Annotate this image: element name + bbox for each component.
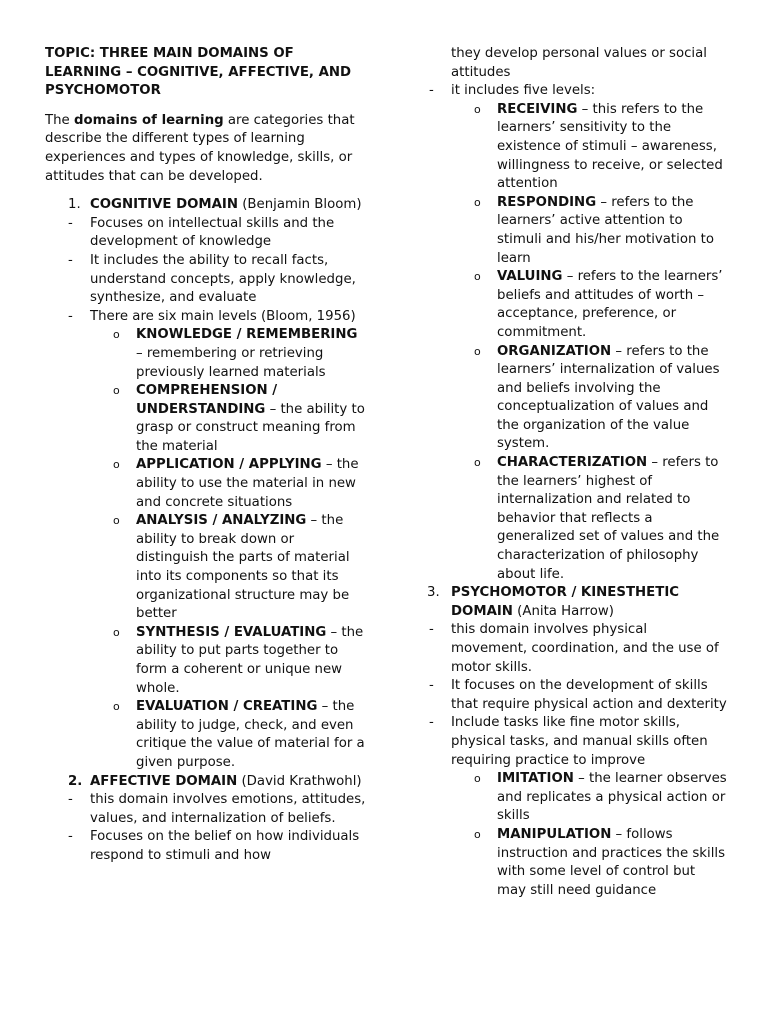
intro-paragraph: [45, 112, 367, 186]
level-desc: – remembering or retrieving previously learned materials: [136, 345, 326, 380]
circle-bullet-icon: o: [113, 514, 120, 528]
right-column: [427, 45, 727, 900]
continuation-text: they develop personal values or social attitudes: [451, 46, 707, 80]
level-name: KNOWLEDGE / REMEMBERING: [136, 327, 358, 343]
circle-bullet-icon: o: [113, 384, 120, 398]
level-name: APPLICATION / APPLYING: [136, 457, 322, 473]
cognitive-title: COGNITIVE DOMAIN: [90, 197, 239, 213]
psychomotor-author: (Anita Harrow): [512, 603, 614, 619]
circle-bullet-icon: o: [474, 195, 481, 209]
intro-pre: The: [45, 112, 74, 128]
circle-bullet-icon: o: [474, 344, 481, 358]
dash-marker: -: [68, 215, 73, 231]
point-text: this domain involves emotions, attitudes, values, and internalization of beliefs.: [90, 792, 366, 826]
list-item: [45, 308, 367, 327]
intro-post: are categories that describe the different types of learning experiences and types of knowledge, skills, or attitudes that can be developed.: [45, 112, 355, 184]
level-desc: – the ability to put parts together to form a coherent or unique new whole.: [136, 624, 364, 696]
list-item: [427, 343, 727, 455]
circle-bullet-icon: o: [113, 458, 120, 472]
list-item: [427, 268, 727, 342]
dash-marker: -: [68, 252, 73, 268]
list-item: [427, 826, 727, 900]
level-desc: – this refers to the learners’ sensitivity to the existence of stimuli – awareness, willingness to receive, or selected attention: [497, 101, 723, 192]
list-item: [427, 714, 727, 770]
affective-author: (David Krathwohl): [237, 773, 362, 789]
list-item: [427, 82, 727, 101]
list-item: [45, 326, 367, 382]
point-text: this domain involves physical movement, coordination, and the use of motor skills.: [451, 622, 719, 675]
level-name: RESPONDING: [497, 194, 597, 210]
level-desc: – the ability to break down or distinguish the parts of material into its components so that its organizational structure may be better: [136, 513, 350, 622]
level-desc: – refers to the learners’ highest of internalization and related to behavior that reflects a generalized set of values and the characterization of philosophy about life.: [497, 455, 720, 582]
list-item: [45, 828, 367, 865]
left-column: [45, 45, 367, 866]
level-desc: – follows instruction and practices the skills with some level of control but may still need guidance: [497, 826, 726, 898]
list-item: [45, 252, 367, 308]
psychomotor-title: PSYCHOMOTOR / KINESTHETIC DOMAIN: [451, 585, 680, 619]
point-text: Focuses on intellectual skills and the development of knowledge: [90, 215, 335, 250]
dash-marker: -: [68, 829, 73, 845]
level-name: EVALUATION / CREATING: [136, 699, 318, 715]
dash-marker: -: [429, 715, 434, 731]
level-name: VALUING: [497, 269, 563, 285]
point-text: It focuses on the development of skills that require physical action and dexterity: [451, 678, 727, 712]
dash-marker: -: [68, 792, 73, 808]
level-name: SYNTHESIS / EVALUATING: [136, 624, 327, 640]
affective-title: AFFECTIVE DOMAIN: [90, 773, 238, 789]
circle-bullet-icon: o: [474, 772, 481, 786]
level-name: IMITATION: [497, 771, 574, 787]
level-desc: – the learner observes and replicates a physical action or skills: [497, 771, 727, 824]
level-desc: – refers to the learners’ active attention to stimuli and his/her motivation to learn: [497, 194, 714, 266]
list-item: [427, 770, 727, 826]
dash-marker: -: [429, 678, 434, 694]
list-item: [45, 791, 367, 828]
list-item: [427, 454, 727, 584]
list-item: [45, 698, 367, 772]
list-item: [427, 621, 727, 677]
level-desc: – the ability to judge, check, and even critique the value of material for a given purpose.: [136, 699, 365, 770]
level-desc: – refers to the learners’ beliefs and attitudes of worth – acceptance, preference, or commitment.: [497, 269, 723, 340]
circle-bullet-icon: o: [474, 270, 481, 284]
list-number: 3.: [427, 585, 440, 601]
list-item: [427, 194, 727, 268]
list-item: [427, 677, 727, 714]
list-item: [45, 215, 367, 252]
intro-bold: domains of learning: [73, 112, 224, 128]
level-desc: – refers to the learners’ internalization of values and beliefs involving the conceptualization of values and the organization of the value system.: [497, 343, 720, 452]
circle-bullet-icon: o: [113, 328, 120, 342]
level-name: ANALYSIS / ANALYZING: [136, 513, 307, 529]
list-number: 2.: [68, 773, 83, 789]
level-desc: – the ability to use the material in new and concrete situations: [136, 457, 359, 510]
level-name: RECEIVING: [497, 101, 578, 117]
point-text: Focuses on the belief on how individuals respond to stimuli and how: [90, 829, 360, 863]
circle-bullet-icon: o: [474, 456, 481, 470]
circle-bullet-icon: o: [113, 700, 120, 714]
dash-marker: -: [429, 83, 434, 99]
level-name: ORGANIZATION: [497, 343, 612, 359]
level-name: CHARACTERIZATION: [497, 455, 648, 471]
topic-heading: TOPIC: THREE MAIN DOMAINS OF LEARNING – COGNITIVE, AFFECTIVE, AND PSYCHOMOTOR: [45, 46, 352, 99]
point-text: Include tasks like fine motor skills, physical tasks, and manual skills often requiring practice to improve: [451, 715, 708, 768]
cognitive-author: (Benjamin Bloom): [238, 197, 362, 213]
circle-bullet-icon: o: [113, 625, 120, 639]
list-item: [427, 101, 727, 194]
circle-bullet-icon: o: [474, 102, 481, 116]
list-item: [45, 382, 367, 456]
cognitive-heading: [45, 196, 367, 215]
point-text: There are six main levels (Bloom, 1956): [90, 308, 356, 324]
list-number: 1.: [68, 197, 81, 213]
level-name: MANIPULATION: [497, 826, 612, 842]
level-desc: – the ability to grasp or construct meaning from the material: [136, 401, 365, 454]
psychomotor-heading: [427, 584, 727, 621]
list-item: [45, 456, 367, 512]
level-name: COMPREHENSION / UNDERSTANDING: [136, 383, 278, 417]
circle-bullet-icon: o: [474, 827, 481, 841]
point-text: It includes the ability to recall facts, understand concepts, apply knowledge, synthesize, and evaluate: [90, 252, 356, 306]
affective-heading: [45, 773, 367, 792]
list-item: [45, 512, 367, 624]
dash-marker: -: [429, 622, 434, 638]
dash-marker: -: [68, 308, 73, 324]
list-item: [45, 624, 367, 698]
point-text: it includes five levels:: [451, 83, 596, 99]
